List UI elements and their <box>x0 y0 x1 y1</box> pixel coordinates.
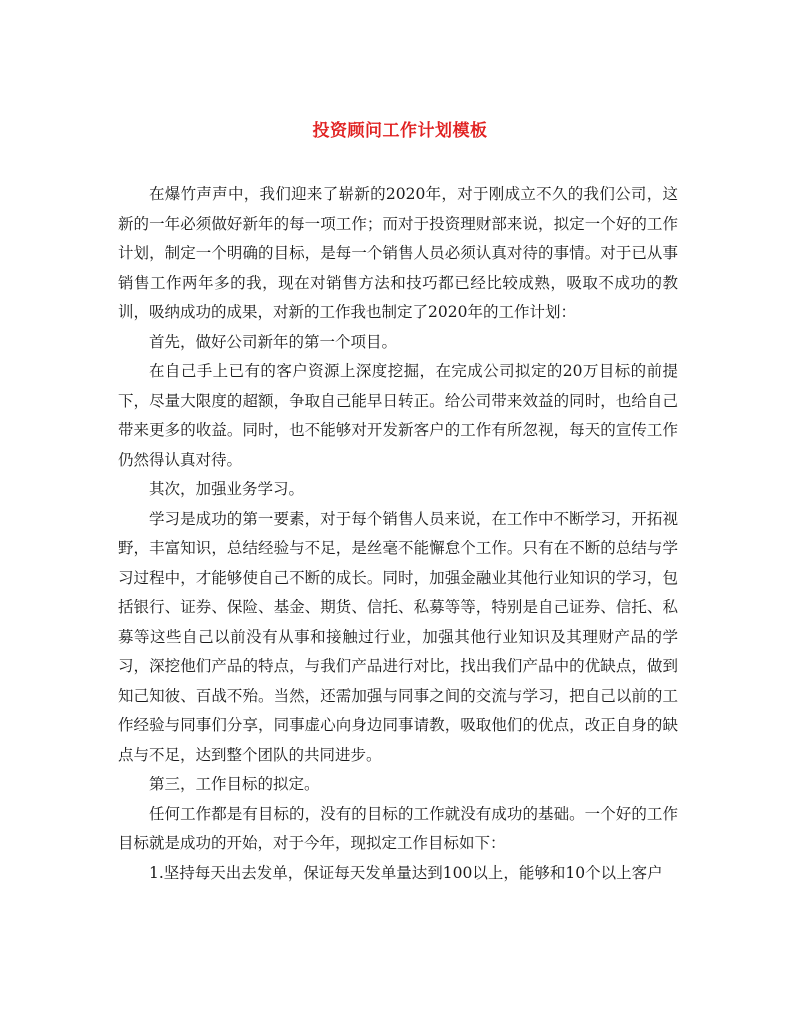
paragraph-client-resources: 在自己手上已有的客户资源上深度挖掘，在完成公司拟定的20万目标的前提下，尽量大限度的超额，争取自己能早日转正。给公司带来效益的同时，也给自己带来更多的收益。同时，也不能够对开发新客户的工作有所忽视，每天的宣传工作仍然得认真对待。 <box>118 362 678 469</box>
paragraph-learning: 学习是成功的第一要素，对于每个销售人员来说，在工作中不断学习，开拓视野，丰富知识，总结经验与不足，是丝毫不能懈怠个工作。只有在不断的总结与学习过程中，才能够使自己不断的成长。同时，加强金融业其他行业知识的学习，包括银行、证券、保险、基金、期货、信托、私募等等，特别是自己证券、信托、私募等这些自己以前没有从事和接触过行业，加强其他行业知识及其理财产品的学习，深挖他们产品的特点，与我们产品进行对比，找出我们产品中的优缺点，做到知己知彼、百战不殆。当然，还需加强与同事之间的交流与学习，把自己以前的工作经验与同事们分享，同事虚心向身边同事请教，吸取他们的优点，改正自身的缺点与不足，达到整个团队的共同进步。 <box>118 509 678 764</box>
paragraph-third-point: 第三，工作目标的拟定。 <box>149 775 320 793</box>
paragraph-goal-item-1: 1.坚持每天出去发单，保证每天发单量达到100以上，能够和10个以上客户 <box>149 863 663 882</box>
paragraph-goals-intro: 任何工作都是有目标的，没有的目标的工作就没有成功的基础。一个好的工作目标就是成功的开始，对于今年，现拟定工作目标如下： <box>118 804 678 852</box>
document-body <box>118 180 678 888</box>
paragraph-intro: 在爆竹声声中，我们迎来了崭新的2020年，对于刚成立不久的我们公司，这新的一年必须做好新年的每一项工作；而对于投资理财部来说，拟定一个好的工作计划，制定一个明确的目标，是每一个销售人员必须认真对待的事情。对于已从事销售工作两年多的我，现在对销售方法和技巧都已经比较成熟，吸取不成功的教训，吸纳成功的成果，对新的工作我也制定了2020年的工作计划： <box>118 185 678 321</box>
paragraph-first-point: 首先，做好公司新年的第一个项目。 <box>149 332 398 351</box>
document-title: 投资顾问工作计划模板 <box>312 121 488 141</box>
paragraph-second-point: 其次，加强业务学习。 <box>149 480 305 498</box>
